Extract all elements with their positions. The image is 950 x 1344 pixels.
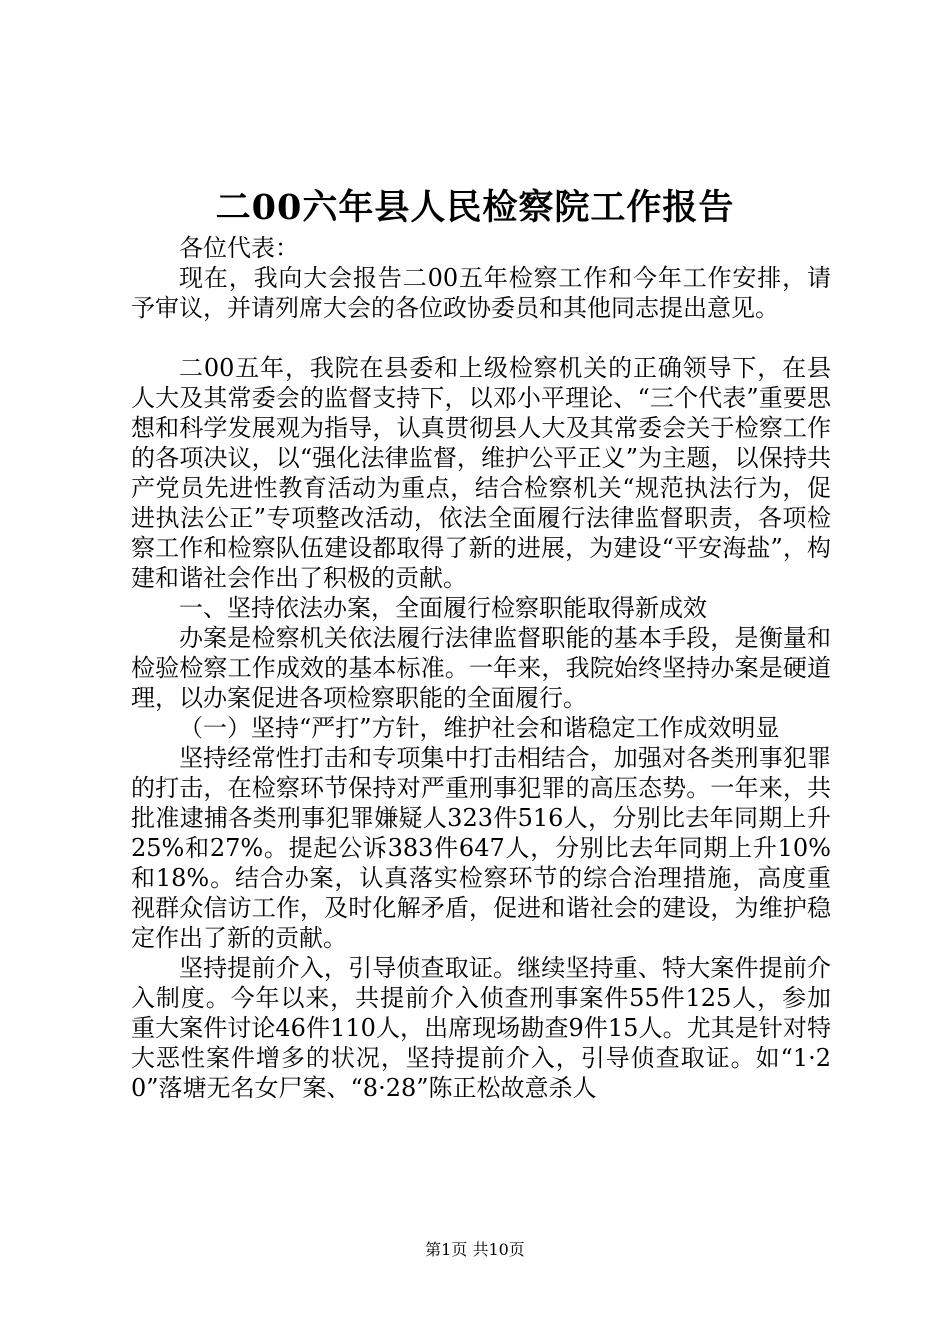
paragraph-overview: 二00五年，我院在县委和上级检察机关的正确领导下，在县人大及其常委会的监督支持下，以邓小平理论、“三个代表”重要思想和科学发展观为指导，认真贯彻县人大及其常委会关于检察工作的各项决议，以“强化法律监督，维护公平正义”为主题，以保持共产党员先进性教育活动为重点，结合检察机关“规范执法行为，促进执法公正”专项整改活动，依法全面履行法律监督职责，各项检察工作和检察队伍建设都取得了新的进展，为建设“平安海盐”，构建和谐社会作出了积极的贡献。 — [131, 354, 831, 592]
section-heading-1: 一、坚持依法办案，全面履行检察职能取得新成效 — [179, 594, 707, 622]
paragraph-intro: 现在，我向大会报告二00五年检察工作和今年工作安排，请予审议，并请列席大会的各位政协委员和其他同志提出意见。 — [131, 264, 831, 322]
page-number: 第1页 共10页 — [425, 1240, 525, 1259]
paragraph-strike-hard: 坚持经常性打击和专项集中打击相结合，加强对各类刑事犯罪的打击，在检察环节保持对严重刑事犯罪的高压态势。一年来，共批准逮捕各类刑事犯罪嫌疑人323件516人，分别比去年同期上升25%和27%。提起公诉383件647人，分别比去年同期上升10%和18%。结合办案，认真落实检察环节的综合治理措施，高度重视群众信访工作，及时化解矛盾，促进和谐社会的建设，为维护稳定作出了新的贡献。 — [131, 744, 831, 952]
salutation: 各位代表： — [179, 234, 299, 262]
paragraph-early-intervention: 坚持提前介入，引导侦查取证。继续坚持重、特大案件提前介入制度。今年以来，共提前介入侦查刑事案件55件125人，参加重大案件讨论46件110人，出席现场勘查9件15人。尤其是针对特大恶性案件增多的状况，坚持提前介入，引导侦查取证。如“1·20”落塘无名女尸案、“8·28”陈正松故意杀人 — [131, 954, 831, 1102]
paragraph-section-1: 办案是检察机关依法履行法律监督职能的基本手段，是衡量和检验检察工作成效的基本标准。一年来，我院始终坚持办案是硬道理，以办案促进各项检察职能的全面履行。 — [131, 624, 831, 712]
document-body — [131, 233, 831, 1103]
subsection-heading-1: （一）坚持“严打”方针，维护社会和谐稳定工作成效明显 — [179, 714, 780, 742]
document-title: 二00六年县人民检察院工作报告 — [215, 187, 735, 228]
